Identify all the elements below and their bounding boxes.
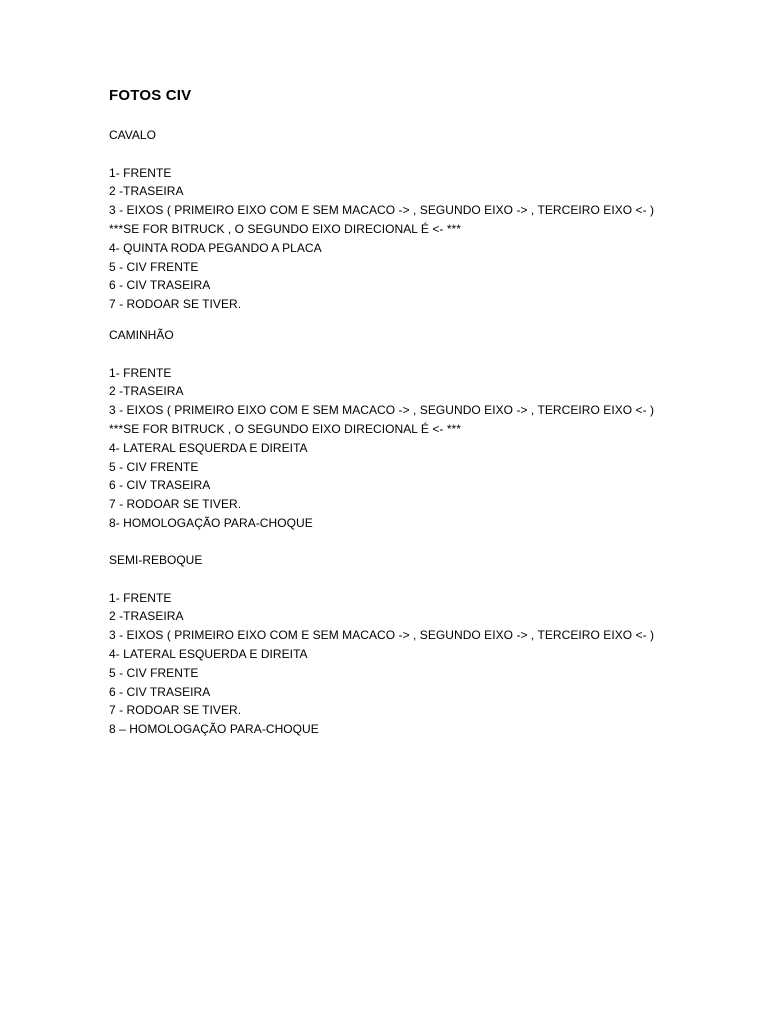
list-item: 4- LATERAL ESQUERDA E DIREITA: [109, 646, 308, 661]
document-title: FOTOS CIV: [109, 87, 192, 104]
blank-line: [109, 570, 729, 589]
list-item: 1- FRENTE: [109, 165, 172, 180]
list-item: 6 - CIV TRASEIRA: [109, 684, 211, 699]
list-item: 6 - CIV TRASEIRA: [109, 278, 211, 293]
list-item: 5 - CIV FRENTE: [109, 665, 199, 680]
section-heading: CAVALO: [109, 128, 156, 142]
list-item: 5 - CIV FRENTE: [109, 259, 199, 274]
section-heading: SEMI-REBOQUE: [109, 553, 203, 567]
section-cavalo: [109, 126, 729, 314]
blank-line: [109, 145, 729, 164]
list-item: 8- HOMOLOGAÇÃO PARA-CHOQUE: [109, 515, 313, 530]
list-item: 2 -TRASEIRA: [109, 609, 184, 624]
blank-line: [109, 345, 729, 364]
list-item: 1- FRENTE: [109, 365, 172, 380]
list-item: 2 -TRASEIRA: [109, 384, 184, 399]
list-item: 1- FRENTE: [109, 590, 172, 605]
list-item: 4- LATERAL ESQUERDA E DIREITA: [109, 440, 308, 455]
list-item: 8 – HOMOLOGAÇÃO PARA-CHOQUE: [109, 722, 319, 737]
list-item-note: ***SE FOR BITRUCK , O SEGUNDO EIXO DIRECIONAL É <- ***: [109, 421, 461, 436]
list-item: 3 - EIXOS ( PRIMEIRO EIXO COM E SEM MACACO -> , SEGUNDO EIXO -> , TERCEIRO EIXO <- ): [109, 628, 655, 643]
list-item-note: ***SE FOR BITRUCK , O SEGUNDO EIXO DIRECIONAL É <- ***: [109, 221, 461, 236]
section-semi-reboque: [109, 551, 729, 739]
list-item: 2 -TRASEIRA: [109, 184, 184, 199]
section-caminhao: [109, 326, 729, 533]
list-item: 7 - RODOAR SE TIVER.: [109, 297, 242, 312]
list-item: 4- QUINTA RODA PEGANDO A PLACA: [109, 240, 322, 255]
list-item: 5 - CIV FRENTE: [109, 459, 199, 474]
list-item: 3 - EIXOS ( PRIMEIRO EIXO COM E SEM MACACO -> , SEGUNDO EIXO -> , TERCEIRO EIXO <- ): [109, 403, 655, 418]
list-item: 7 - RODOAR SE TIVER.: [109, 497, 242, 512]
section-heading: CAMINHÃO: [109, 328, 174, 342]
list-item: 7 - RODOAR SE TIVER.: [109, 703, 242, 718]
list-item: 6 - CIV TRASEIRA: [109, 478, 211, 493]
list-item: 3 - EIXOS ( PRIMEIRO EIXO COM E SEM MACACO -> , SEGUNDO EIXO -> , TERCEIRO EIXO <- ): [109, 203, 655, 218]
